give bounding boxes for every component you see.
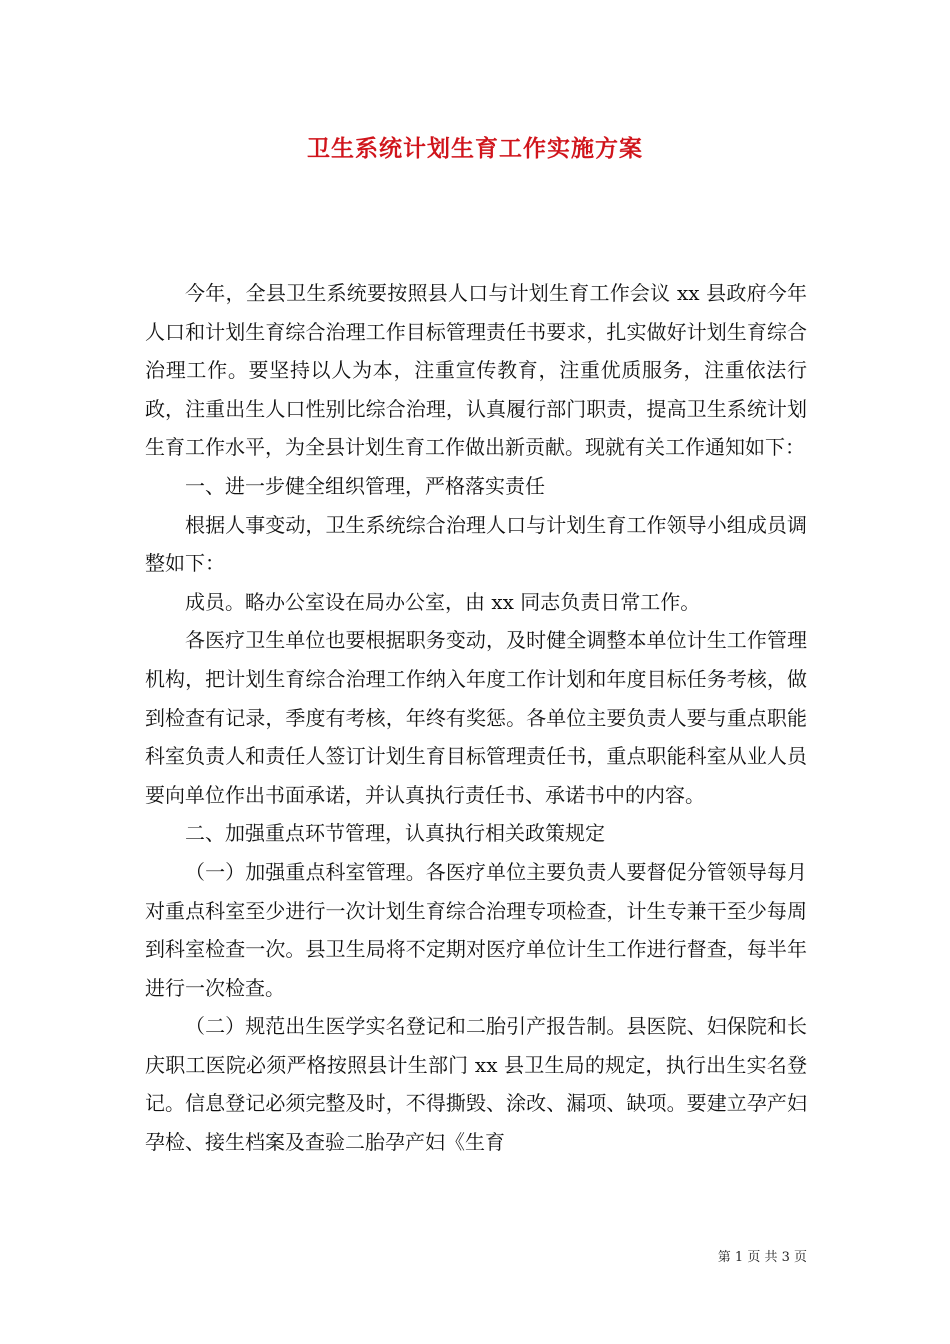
subsection-paragraph-2: （二）规范出生医学实名登记和二胎引产报告制。县医院、妇保院和长庆职工医院必须严格按照县计生部门 xx 县卫生局的规定，执行出生实名登记。信息登记必须完整及时，不得撕毁、涂改、漏项、缺项。要建立孕产妇孕检、接生档案及查验二胎孕产妇《生育 bbox=[145, 1014, 807, 1155]
page-number-footer: 第 1 页 共 3 页 bbox=[717, 1250, 807, 1265]
body-paragraph: 成员。略办公室设在局办公室，由 xx 同志负责日常工作。 bbox=[185, 589, 701, 614]
document-body bbox=[145, 274, 807, 1162]
intro-paragraph: 今年，全县卫生系统要按照县人口与计划生育工作会议 xx 县政府今年人口和计划生育综合治理工作目标管理责任书要求，扎实做好计划生育综合治理工作。要坚持以人为本，注重宣传教育，注重优质服务，注重依法行政，注重出生人口性别比综合治理，认真履行部门职责，提高卫生系统计划生育工作水平，为全县计划生育工作做出新贡献。现就有关工作通知如下： bbox=[145, 281, 807, 460]
document-title: 卫生系统计划生育工作实施方案 bbox=[307, 135, 643, 162]
section-heading-1: 一、进一步健全组织管理，严格落实责任 bbox=[185, 473, 545, 498]
section-heading-2: 二、加强重点环节管理，认真执行相关政策规定 bbox=[185, 821, 605, 846]
subsection-paragraph-1: （一）加强重点科室管理。各医疗单位主要负责人要督促分管领导每月对重点科室至少进行一次计划生育综合治理专项检查，计生专兼干至少每周到科室检查一次。县卫生局将不定期对医疗单位计生工作进行督查，每半年进行一次检查。 bbox=[145, 859, 807, 1000]
body-paragraph: 根据人事变动，卫生系统综合治理人口与计划生育工作领导小组成员调整如下： bbox=[145, 512, 807, 576]
body-paragraph: 各医疗卫生单位也要根据职务变动，及时健全调整本单位计生工作管理机构，把计划生育综合治理工作纳入年度工作计划和年度目标任务考核，做到检查有记录，季度有考核，年终有奖惩。各单位主要负责人要与重点职能科室负责人和责任人签订计划生育目标管理责任书，重点职能科室从业人员要向单位作出书面承诺，并认真执行责任书、承诺书中的内容。 bbox=[145, 628, 807, 807]
